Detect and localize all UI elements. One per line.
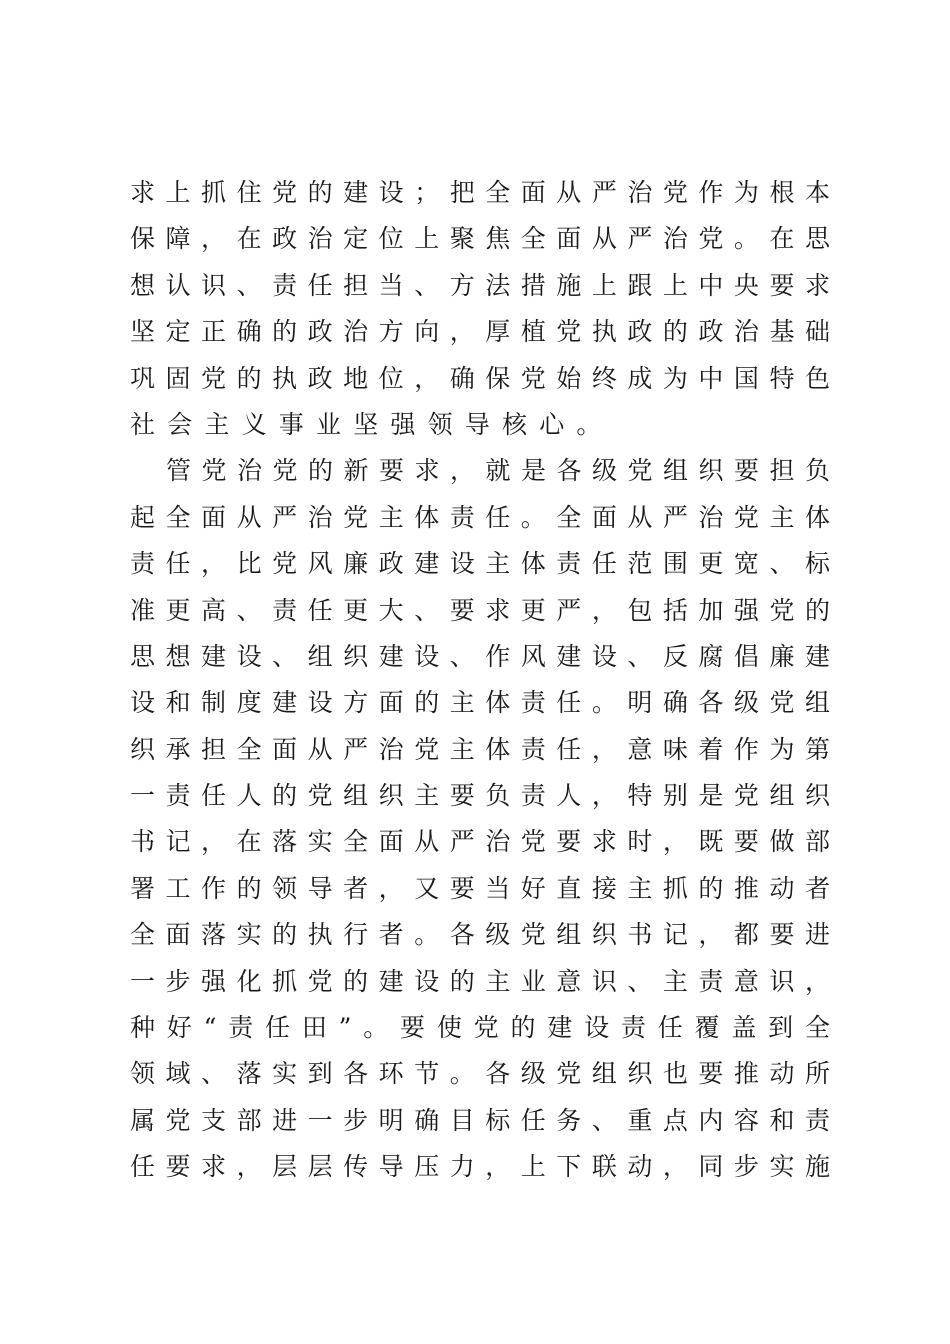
- text-line: 领域、落实到各环节。各级党组织也要推动所: [130, 1059, 830, 1089]
- text-line: 坚定正确的政治方向，厚植党执政的政治基础: [130, 317, 830, 347]
- text-line: 书记，在落实全面从严治党要求时，既要做部: [130, 827, 830, 857]
- text-line: 一步强化抓党的建设的主业意识、主责意识，: [130, 966, 830, 996]
- text-line: 保障，在政治定位上聚焦全面从严治党。在思: [130, 224, 830, 254]
- text-line: 准更高、责任更大、要求更严，包括加强党的: [130, 595, 830, 625]
- text-line: 署工作的领导者，又要当好直接主抓的推动者: [130, 873, 830, 903]
- text-line: 一责任人的党组织主要负责人，特别是党组织: [130, 781, 830, 811]
- text-line: 织承担全面从严治党主体责任，意味着作为第: [130, 734, 830, 764]
- text-line: 属党支部进一步明确目标任务、重点内容和责: [130, 1105, 830, 1135]
- text-line: 设和制度建设方面的主体责任。明确各级党组: [130, 688, 830, 718]
- text-line: 全面落实的执行者。各级党组织书记，都要进: [130, 920, 830, 950]
- body-text: [130, 170, 830, 1191]
- paragraph-start-line: 管党治党的新要求，就是各级党组织要担负: [166, 456, 830, 486]
- text-line: 任要求，层层传导压力，上下联动，同步实施: [130, 1152, 830, 1182]
- text-line: 责任，比党风廉政建设主体责任范围更宽、标: [130, 549, 830, 579]
- paragraph-end-line: 社会主义事业坚强领导核心。: [130, 409, 614, 439]
- text-line: 求上抓住党的建设；把全面从严治党作为根本: [130, 178, 830, 207]
- text-line: 思想建设、组织建设、作风建设、反腐倡廉建: [130, 641, 830, 671]
- text-line: 起全面从严治党主体责任。全面从严治党主体: [130, 502, 830, 532]
- text-line: 种好“责任田”。要使党的建设责任覆盖到全: [130, 1013, 830, 1043]
- text-line: 想认识、责任担当、方法措施上跟上中央要求: [130, 270, 830, 300]
- text-line: 巩固党的执政地位，确保党始终成为中国特色: [130, 363, 830, 393]
